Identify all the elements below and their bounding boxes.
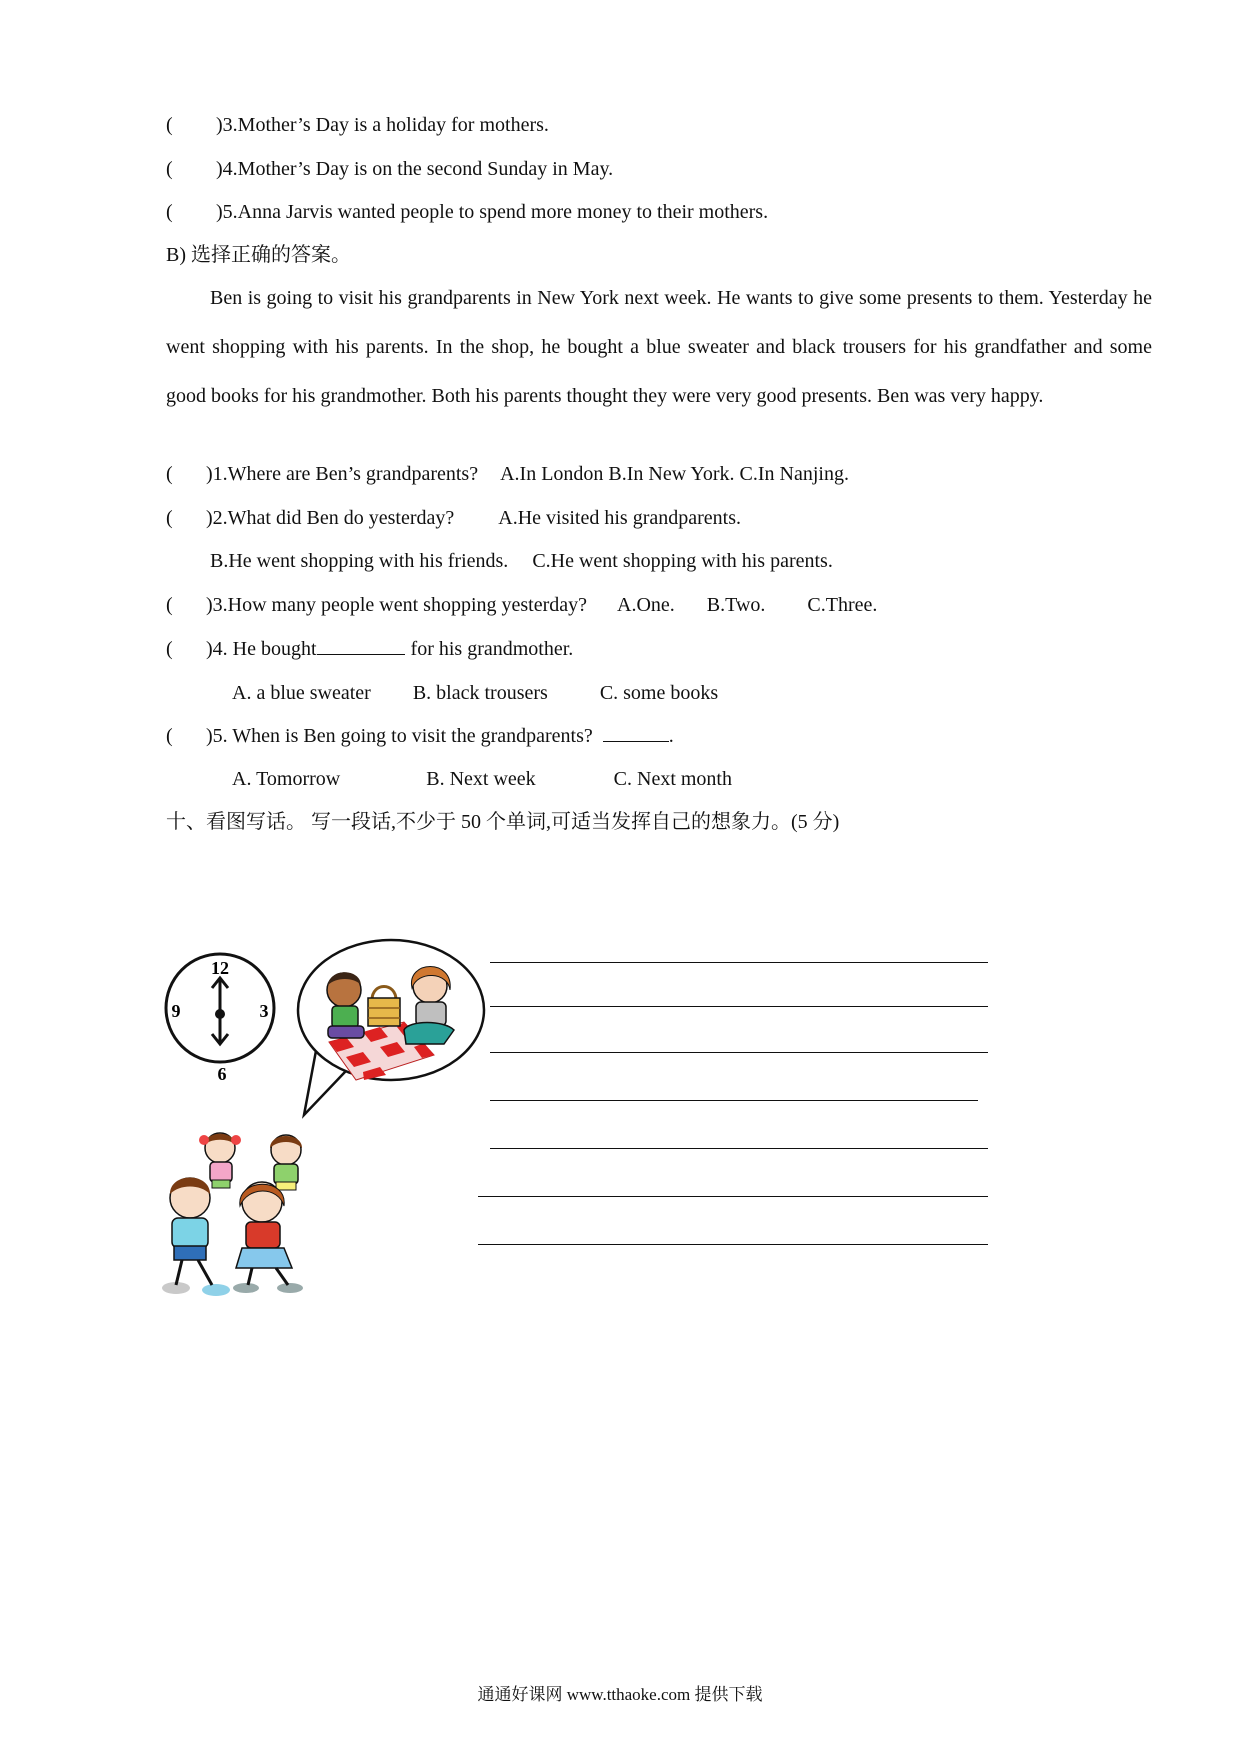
option-b: B. Next week: [426, 768, 536, 790]
clock-illustration: [164, 952, 276, 1064]
answer-paren[interactable]: (: [166, 158, 173, 180]
answer-blank[interactable]: [603, 723, 669, 742]
tf-item-5: [166, 199, 768, 225]
clock-numeral-6-label: [212, 1062, 242, 1086]
answer-paren[interactable]: (: [166, 201, 173, 223]
child-boy-blue: [162, 1178, 230, 1297]
tf-item-text: )3.Mother’s Day is a holiday for mothers.: [216, 114, 549, 136]
question-5: [166, 723, 674, 749]
clock-numeral-12: 12: [211, 958, 229, 978]
tf-item-text: )5.Anna Jarvis wanted people to spend more money to their mothers.: [216, 201, 769, 223]
question-3: [166, 592, 877, 618]
option-c: C. Next month: [613, 768, 732, 790]
option-c: C. some books: [599, 682, 719, 704]
writing-line-6[interactable]: [478, 1196, 988, 1197]
option-b: B. black trousers: [412, 682, 548, 704]
writing-line-1[interactable]: [490, 962, 988, 963]
option-b: B.He went shopping with his friends.: [210, 550, 509, 572]
option-a: A.He visited his grandparents.: [498, 507, 741, 529]
option-b: B.Two.: [706, 594, 766, 616]
child-boy-green: [270, 1135, 302, 1190]
tf-item-4: [166, 156, 613, 182]
reading-passage: Ben is going to visit his grandparents in New York next week. He wants to give some presents to them. Yesterday he went shopping with his parents. In the shop, he bought a blue sweater and black trousers for his grandfather and some good books for his grandmother. Both his parents thought they were very good presents. Ben was very happy.: [166, 287, 1152, 407]
clock-numeral-6: 6: [217, 1064, 227, 1084]
question-4: [166, 636, 573, 662]
option-a: A.One.: [617, 594, 675, 616]
answer-paren[interactable]: (: [166, 638, 173, 660]
clock-numeral-9: 9: [171, 1001, 181, 1021]
writing-line-5[interactable]: [490, 1148, 988, 1149]
question-2: [166, 505, 741, 531]
child-girl-red: [233, 1182, 303, 1293]
section-10-heading: 十、看图写话。 写一段话,不少于 50 个单词,可适当发挥自己的想象力。(5 分): [166, 811, 840, 833]
question-2-options: [210, 548, 833, 574]
page-footer: 通通好课网 www.tthaoke.com 提供下载: [477, 1685, 763, 1704]
tf-item-text: )4.Mother’s Day is on the second Sunday in May.: [216, 158, 614, 180]
clock-numeral-3: 3: [259, 1001, 269, 1021]
option-a: A. a blue sweater: [232, 682, 371, 704]
answer-paren[interactable]: (: [166, 594, 173, 616]
answer-paren[interactable]: (: [166, 507, 173, 529]
question-stem: )5. When is Ben going to visit the grandparents?: [206, 725, 593, 747]
writing-line-3[interactable]: [490, 1052, 988, 1053]
question-stem-end: for his grandmother.: [410, 638, 574, 660]
child-girl-pink: [199, 1133, 241, 1188]
question-stem-end: .: [668, 725, 674, 747]
question-4-options: [232, 680, 718, 706]
answer-blank[interactable]: [317, 636, 405, 655]
question-stem: )2.What did Ben do yesterday?: [206, 507, 455, 529]
answer-paren[interactable]: (: [166, 114, 173, 136]
writing-line-2[interactable]: [490, 1006, 988, 1007]
writing-line-4[interactable]: [490, 1100, 978, 1101]
answer-paren[interactable]: (: [166, 725, 173, 747]
question-stem: )3.How many people went shopping yesterday?: [206, 594, 588, 616]
option-a: A. Tomorrow: [232, 768, 341, 790]
children-group-illustration: [148, 1120, 338, 1300]
question-stem: )4. He bought: [206, 638, 317, 660]
question-stem: )1.Where are Ben’s grandparents?: [206, 463, 479, 485]
question-5-options: [232, 766, 732, 792]
question-1: [166, 461, 849, 487]
tf-item-3: [166, 112, 549, 138]
picnic-thought-bubble: [294, 930, 494, 1120]
question-options: A.In London B.In New York. C.In Nanjing.: [500, 463, 849, 485]
writing-line-7[interactable]: [478, 1244, 988, 1245]
answer-paren[interactable]: (: [166, 463, 173, 485]
section-b-heading: B) 选择正确的答案。: [166, 244, 351, 266]
option-c: C.Three.: [807, 594, 878, 616]
option-c: C.He went shopping with his parents.: [532, 550, 833, 572]
